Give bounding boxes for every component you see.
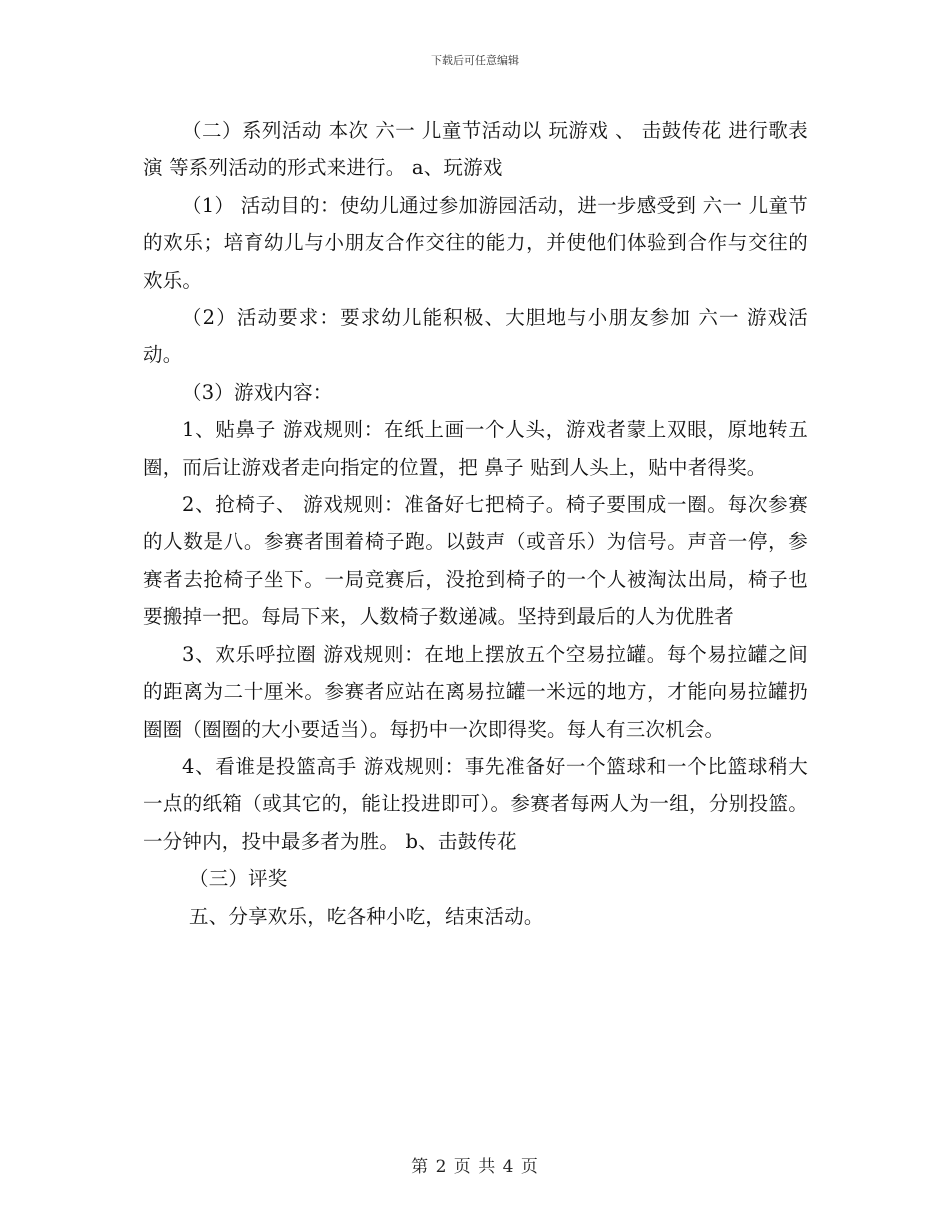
document-body: [143, 112, 808, 935]
paragraph-share-joy: 五、分享欢乐，吃各种小吃，结束活动。: [189, 904, 544, 928]
paragraph-activity-requirements: （2）活动要求：要求幼儿能积极、大胆地与小朋友参加 六一 游戏活动。: [143, 306, 808, 367]
paragraph-game-pin-the-nose: 1、贴鼻子 游戏规则：在纸上画一个人头，游戏者蒙上双眼，原地转五圈，而后让游戏者走向指定的位置，把 鼻子 贴到人头上，贴中者得奖。: [143, 418, 808, 479]
paragraph-game-ring-toss: 3、欢乐呼拉圈 游戏规则：在地上摆放五个空易拉罐。每个易拉罐之间的距离为二十厘米。参赛者应站在离易拉罐一米远的地方，才能向易拉罐扔圈圈（圈圈的大小要适当）。每扔中一次即得奖。每人有三次机会。: [143, 642, 808, 741]
page-number-footer: 第 2 页 共 4 页: [411, 1157, 539, 1177]
paragraph-activity-purpose: （1） 活动目的：使幼儿通过参加游园活动，进一步感受到 六一 儿童节的欢乐；培育幼儿与小朋友合作交往的能力，并使他们体验到合作与交往的欢乐。: [143, 193, 808, 292]
paragraph-game-musical-chairs: 2、抢椅子、 游戏规则：准备好七把椅子。椅子要围成一圈。每次参赛的人数是八。参赛者围着椅子跑。以鼓声（或音乐）为信号。声音一停，参赛者去抢椅子坐下。一局竞赛后，没抢到椅子的一个人被淘汰出局，椅子也要搬掉一把。每局下来，人数椅子数递减。坚持到最后的人为优胜者: [143, 493, 808, 629]
paragraph-game-basketball: 4、看谁是投篮高手 游戏规则：事先准备好一个篮球和一个比篮球稍大一点的纸箱（或其它的，能让投进即可）。参赛者每两人为一组，分别投篮。一分钟内，投中最多者为胜。 b、击鼓传花: [143, 754, 808, 853]
paragraph-series-activities: （二）系列活动 本次 六一 儿童节活动以 玩游戏 、 击鼓传花 进行歌表演 等系列活动的形式来进行。 a、玩游戏: [143, 119, 808, 180]
header-note: 下载后可任意编辑: [431, 54, 519, 67]
paragraph-awards: （三）评奖: [189, 867, 288, 891]
paragraph-game-content-heading: （3）游戏内容：: [182, 380, 333, 404]
